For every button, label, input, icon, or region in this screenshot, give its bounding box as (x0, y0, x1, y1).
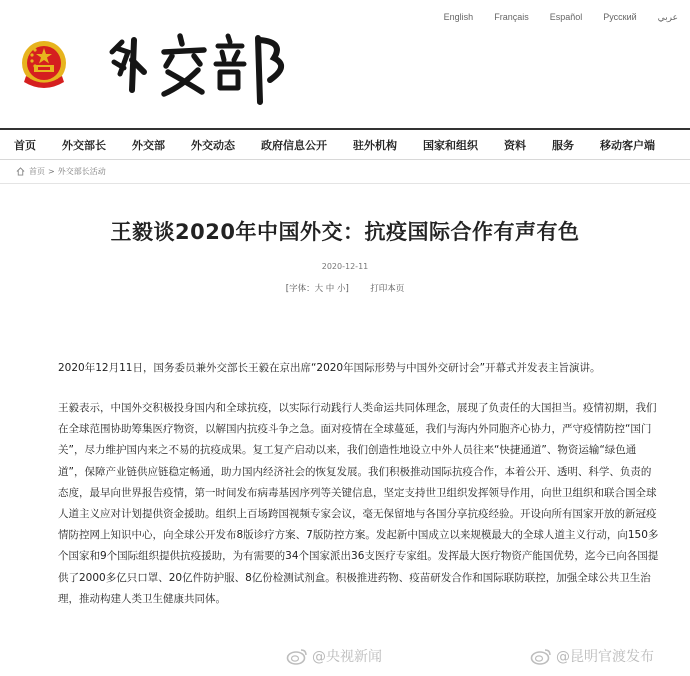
article-tools (0, 282, 690, 294)
watermark-cctv-text: @央视新闻 (312, 649, 382, 665)
watermark-guandu (530, 646, 654, 666)
breadcrumb-separator: > (48, 167, 55, 176)
print-link[interactable]: 打印本页 (370, 284, 405, 294)
weibo-icon (286, 647, 308, 665)
weibo-icon (530, 647, 552, 665)
breadcrumb-section[interactable]: 外交部长活动 (57, 167, 106, 176)
nav-diplomatic-news[interactable]: 外交动态 (191, 138, 235, 152)
nav-minister[interactable]: 外交部长 (62, 138, 106, 152)
watermark-guandu-text: @昆明官渡发布 (556, 649, 654, 665)
article-paragraph-1: 2020年12月11日，国务委员兼外交部长王毅在京出席“2020年国际形势与中国外交研讨会”开幕式并发表主旨演讲。 (58, 362, 601, 374)
article-title: 王毅谈2020年中国外交：抗疫国际合作有声有色 (110, 220, 580, 244)
language-links (423, 12, 678, 23)
nav-countries-organizations[interactable]: 国家和组织 (423, 138, 478, 152)
lang-arabic[interactable]: عربي (657, 12, 678, 22)
font-size-control[interactable]: [字体：大 中 小] (285, 284, 349, 294)
nav-missions-abroad[interactable]: 驻外机构 (353, 138, 397, 152)
nav-government-info[interactable]: 政府信息公开 (261, 138, 327, 152)
nav-mobile-client[interactable]: 移动客户端 (600, 138, 655, 152)
breadcrumb (16, 166, 106, 177)
site-logo[interactable] (102, 30, 292, 106)
nav-services[interactable]: 服务 (552, 138, 574, 152)
nav-ministry[interactable]: 外交部 (132, 138, 165, 152)
watermark-cctv (286, 646, 382, 666)
site-header (0, 0, 690, 128)
nav-resources[interactable]: 资料 (504, 138, 526, 152)
lang-spanish[interactable]: Español (549, 12, 583, 22)
home-icon (16, 167, 25, 176)
breadcrumb-home[interactable]: 首页 (29, 167, 45, 176)
national-emblem-icon (20, 38, 68, 92)
main-nav (0, 128, 690, 160)
lang-english[interactable]: English (443, 12, 474, 22)
lang-french[interactable]: Français (494, 12, 529, 22)
nav-home[interactable]: 首页 (14, 138, 36, 152)
article-paragraph-2: 王毅表示，中国外交积极投身国内和全球抗疫，以实际行动践行人类命运共同体理念，展现了负责任的大国担当。疫情初期，我们在全球范围协助筹集医疗物资，以解国内抗疫斗争之急。面对疫情在全球蔓延，我们与海内外同胞齐心协力，严守疫情防控“国门关”，尽力维护国内来之不易的抗疫成果。复工复产启动以来，我们创造性地设立中外人员往来“快捷通道”、物资运输“绿色通道”，保障产业链供应链稳定畅通，助力国内经济社会的恢复发展。我们积极推动国际抗疫合作，本着公开、透明、科学、负责的态度，最早向世界报告疫情，第一时间发布病毒基因序列等关键信息，坚定支持世卫组织发挥领导作用，向世卫组织和联合国全球人道主义应对计划提供资金援助。组织上百场跨国视频专家会议，毫无保留地与各国分享抗疫经验。开设向所有国家开放的新冠疫情防控网上知识中心，向全球公开发布8版诊疗方案、7版防控方案。发起新中国成立以来规模最大的全球人道主义行动，向150多个国家和9个国际组织提供抗疫援助，为有需要的34个国家派出36支医疗专家组。发挥最大医疗物资产能国优势，迄今已向各国提供了2000多亿只口罩、20亿件防护服、8亿份检测试剂盒。积极推进药物、疫苗研发合作和国际联防联控，加强全球公共卫生治理，推动构建人类卫生健康共同体。 (58, 402, 659, 605)
article-date: 2020-12-11 (321, 262, 369, 271)
lang-russian[interactable]: Русский (603, 12, 637, 22)
breadcrumb-divider (0, 183, 690, 184)
